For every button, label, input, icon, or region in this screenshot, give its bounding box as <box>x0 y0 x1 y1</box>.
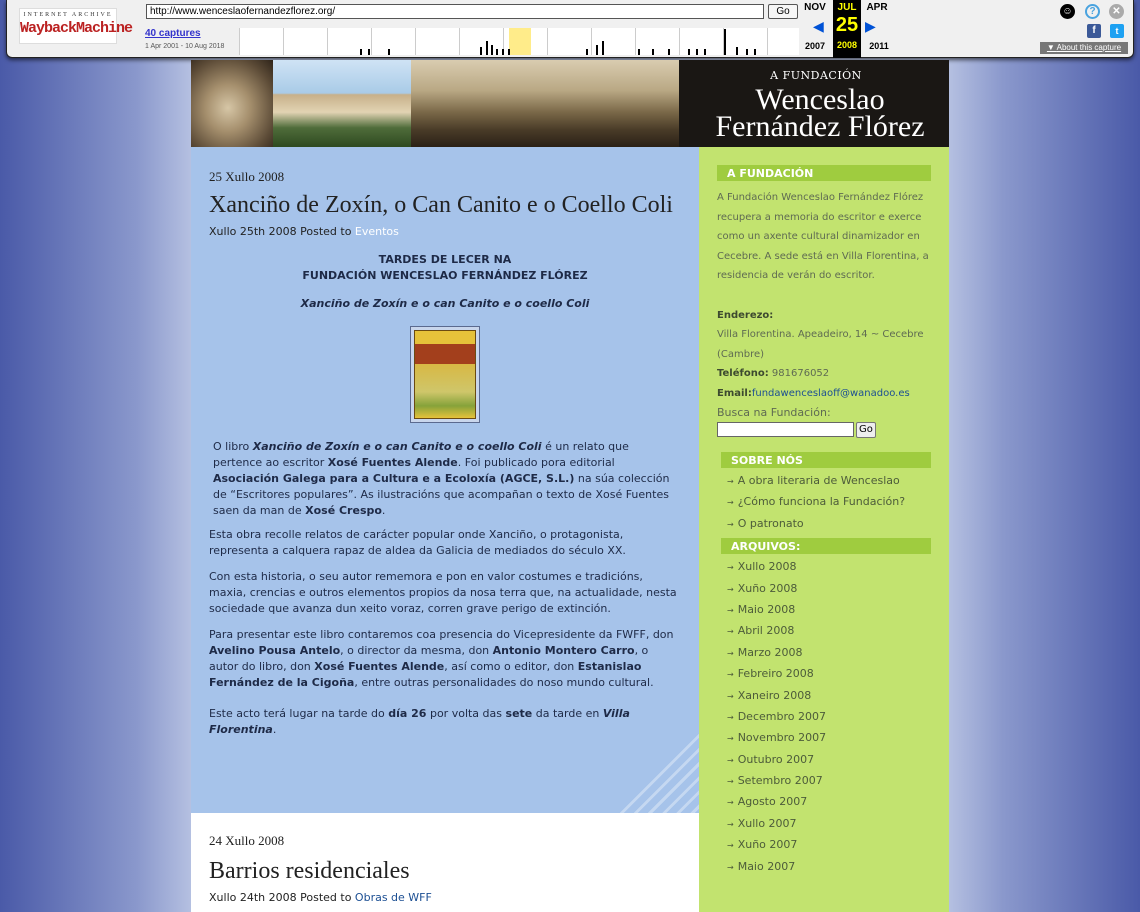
search-go-button[interactable]: Go <box>856 422 876 438</box>
archive-link[interactable]: → Agosto 2007 <box>727 791 931 812</box>
user-account-icon[interactable]: ☺ <box>1060 4 1075 19</box>
archive-link[interactable]: → Novembro 2007 <box>727 727 931 748</box>
sidebar <box>699 147 949 912</box>
wayback-toolbar <box>6 0 1134 58</box>
prev-capture-arrow-icon[interactable]: ◀ <box>813 18 824 34</box>
wayback-current-capture <box>833 0 861 58</box>
wayback-url-input[interactable]: http://www.wenceslaofernandezflorez.org/ <box>146 4 764 19</box>
sparkline-tick <box>486 41 488 55</box>
post-date: 24 Xullo 2008 <box>209 833 285 848</box>
twitter-icon[interactable]: t <box>1110 24 1124 38</box>
search-input[interactable] <box>717 422 854 437</box>
sparkline-tick <box>602 41 604 55</box>
wayback-logo-bottom: WaybackMachine <box>20 20 133 37</box>
wayback-next-month[interactable]: APR <box>866 2 888 13</box>
sparkline-tick <box>652 49 654 55</box>
facebook-icon[interactable]: f <box>1087 24 1101 38</box>
wayback-current-year: 2008 <box>836 40 858 50</box>
sparkline-tick <box>688 49 690 55</box>
wayback-date-range: 1 Apr 2001 - 10 Aug 2018 <box>145 43 225 50</box>
post-meta-text: Xullo 24th 2008 Posted to <box>209 891 352 904</box>
wayback-sparkline[interactable] <box>239 28 799 55</box>
post-paragraph: Esta obra recolle relatos de carácter popular onde Xanciño, o protagonista, representa a calquera rapaz de aldea da Galicia de mediados do século XX. <box>209 528 626 557</box>
wayback-current-day: 25 <box>835 14 859 36</box>
historic-photo <box>411 60 679 147</box>
phone-label: Teléfono: <box>717 368 769 379</box>
post-date: 25 Xullo 2008 <box>209 169 285 184</box>
help-icon[interactable]: ? <box>1085 4 1100 19</box>
post-paragraph: Con esta historia, o seu autor rememora e pon en valor costumes e tradicións, maxia, crencias e outros elementos propios da nosa terra que, na actualidade, nesta sociedade que avanza dun xeito voraz, corren grave perigo de extinción. <box>209 570 677 615</box>
book-cover-image[interactable] <box>209 326 681 423</box>
wayback-prev-month[interactable]: NOV <box>804 2 826 13</box>
archive-link[interactable]: → Xaneiro 2008 <box>727 685 931 706</box>
archive-link[interactable]: → Decembro 2007 <box>727 706 931 727</box>
post-paragraph: O libro Xanciño de Zoxín e o can Canito e o coello Coli é un relato que pertence ao escritor Xosé Fuentes Alende. Foi publicado pora editorial Asociación Galega para a Cultura e a Ecoloxía (AGCE, S.L.) na súa colección de “Escritores populares”. As ilustracións que acompañan o texto de Xosé Fuentes saen da man de Xosé Crespo. <box>213 440 670 517</box>
wayback-captures-link[interactable]: 40 captures <box>145 28 201 39</box>
sparkline-tick <box>638 49 640 55</box>
sparkline-tick <box>668 49 670 55</box>
sparkline-tick <box>360 49 362 55</box>
address-value: Villa Florentina. Apeadeiro, 14 ~ Cecebre (Cambre) <box>717 329 924 360</box>
address-label: Enderezo: <box>717 309 774 321</box>
wayback-next-year[interactable]: 2011 <box>869 41 889 51</box>
sparkline-tick <box>496 49 498 55</box>
archive-link[interactable]: → Setembro 2007 <box>727 770 931 791</box>
post-title[interactable]: Barrios residenciales <box>209 858 410 884</box>
about-capture-label: About this capture <box>1056 43 1122 52</box>
wayback-logo[interactable] <box>19 8 133 44</box>
archive-link[interactable]: → Xuño 2008 <box>727 578 931 599</box>
post-title[interactable]: Xanciño de Zoxín, o Can Canito e o Coello Coli <box>209 192 673 218</box>
main-content <box>191 147 699 912</box>
about-link[interactable]: → ¿Cómo funciona la Fundación? <box>727 491 931 512</box>
post-category-link[interactable]: Eventos <box>354 225 399 238</box>
about-capture-button[interactable] <box>1040 42 1128 54</box>
site-title-line1: Wenceslao <box>755 83 885 116</box>
sparkline-tick <box>388 49 390 55</box>
sidebar-heading-fundacion: A FUNDACIÓN <box>717 165 931 181</box>
about-link[interactable]: → O patronato <box>727 513 931 534</box>
archive-list <box>717 556 931 877</box>
wayback-go-button[interactable]: Go <box>768 4 798 19</box>
about-list <box>717 470 931 534</box>
chevron-down-icon: ▼ <box>1046 43 1057 52</box>
sparkline-tick <box>754 49 756 55</box>
sidebar-heading-about: SOBRE NÓS <box>721 452 931 468</box>
about-link[interactable]: → A obra literaria de Wenceslao <box>727 470 931 491</box>
sparkline-tick <box>704 49 706 55</box>
post <box>191 147 699 813</box>
header-subtitle: A FUNDACIÓN <box>770 69 862 82</box>
sparkline-tick <box>508 49 510 55</box>
site-header[interactable] <box>191 60 949 147</box>
post-meta-text: Xullo 25th 2008 Posted to <box>209 225 352 238</box>
sparkline-tick <box>596 45 598 55</box>
sparkline-tick <box>586 49 588 55</box>
email-row <box>717 384 931 404</box>
book-title: Xanciño de Zoxín e o can Canito e o coello Coli <box>300 297 590 310</box>
archive-link[interactable]: → Maio 2007 <box>727 856 931 877</box>
search-form <box>717 422 931 438</box>
next-capture-arrow-icon[interactable]: ▶ <box>865 18 876 34</box>
phone-row <box>717 364 931 384</box>
post <box>191 813 699 912</box>
post-paragraph: Este acto terá lugar na tarde do día 26 por volta das sete da tarde en Villa Florentina. <box>209 707 630 736</box>
phone-value: 981676052 <box>771 368 830 379</box>
page-container <box>191 60 949 912</box>
villa-photo <box>273 60 411 147</box>
email-link[interactable]: fundawenceslaoff@wanadoo.es <box>751 387 910 399</box>
archive-link[interactable]: → Abril 2008 <box>727 620 931 641</box>
sparkline-current-year <box>509 28 531 55</box>
fundacion-description: A Fundación Wenceslao Fernández Flórez recupera a memoria do escritor e exerce como un axente cultural dinamizador en Cecebre. A sede está en Villa Florentina, a residencia de verán do escritor. <box>717 192 929 281</box>
post-paragraph: Para presentar este libro contaremos coa presencia do Vicepresidente da FWFF, don Avelino Pousa Antelo, o director da mesma, don Antonio Montero Carro, o autor do libro, don Xosé Fuentes Alende, así como o editor, don Estanislao Fernández de la Cigoña, entre outras personalidades do noso mundo cultural. <box>209 628 674 689</box>
portrait-photo <box>191 60 273 147</box>
site-title-line2: Fernández Flórez <box>715 110 925 143</box>
sparkline-tick <box>491 45 493 55</box>
archive-link[interactable]: → Febreiro 2008 <box>727 663 931 684</box>
archive-link[interactable]: → Xullo 2008 <box>727 556 931 577</box>
post-meta <box>209 891 681 904</box>
email-label: Email: <box>717 387 752 399</box>
wayback-current-month: JUL <box>837 2 857 13</box>
sparkline-tick <box>368 49 370 55</box>
sparkline-tick <box>746 49 748 55</box>
archive-link[interactable]: → Xullo 2007 <box>727 813 931 834</box>
post-headline-line2: FUNDACIÓN WENCESLAO FERNÁNDEZ FLÓREZ <box>302 269 588 282</box>
sparkline-tick <box>724 29 726 55</box>
archive-link[interactable]: → Maio 2008 <box>727 599 931 620</box>
post-category-link[interactable]: Obras de WFF <box>354 891 432 904</box>
post-headline-line1: TARDES DE LECER NA <box>378 253 512 266</box>
wayback-logo-top: INTERNET ARCHIVE <box>23 12 113 18</box>
wayback-prev-year[interactable]: 2007 <box>804 41 826 51</box>
archive-link[interactable]: → Xuño 2007 <box>727 834 931 855</box>
search-label: Busca na Fundación: <box>717 406 831 419</box>
post-headline <box>209 252 681 284</box>
sidebar-heading-archive: ARQUIVOS: <box>721 538 931 554</box>
sparkline-tick <box>736 47 738 55</box>
post-meta <box>209 225 681 238</box>
sparkline-tick <box>696 49 698 55</box>
contact-info <box>717 306 931 404</box>
close-icon[interactable]: ✕ <box>1109 4 1124 19</box>
site-title[interactable] <box>691 83 949 143</box>
archive-link[interactable]: → Outubro 2007 <box>727 749 931 770</box>
archive-link[interactable]: → Marzo 2008 <box>727 642 931 663</box>
sparkline-tick <box>480 47 482 55</box>
sparkline-tick <box>502 49 504 55</box>
